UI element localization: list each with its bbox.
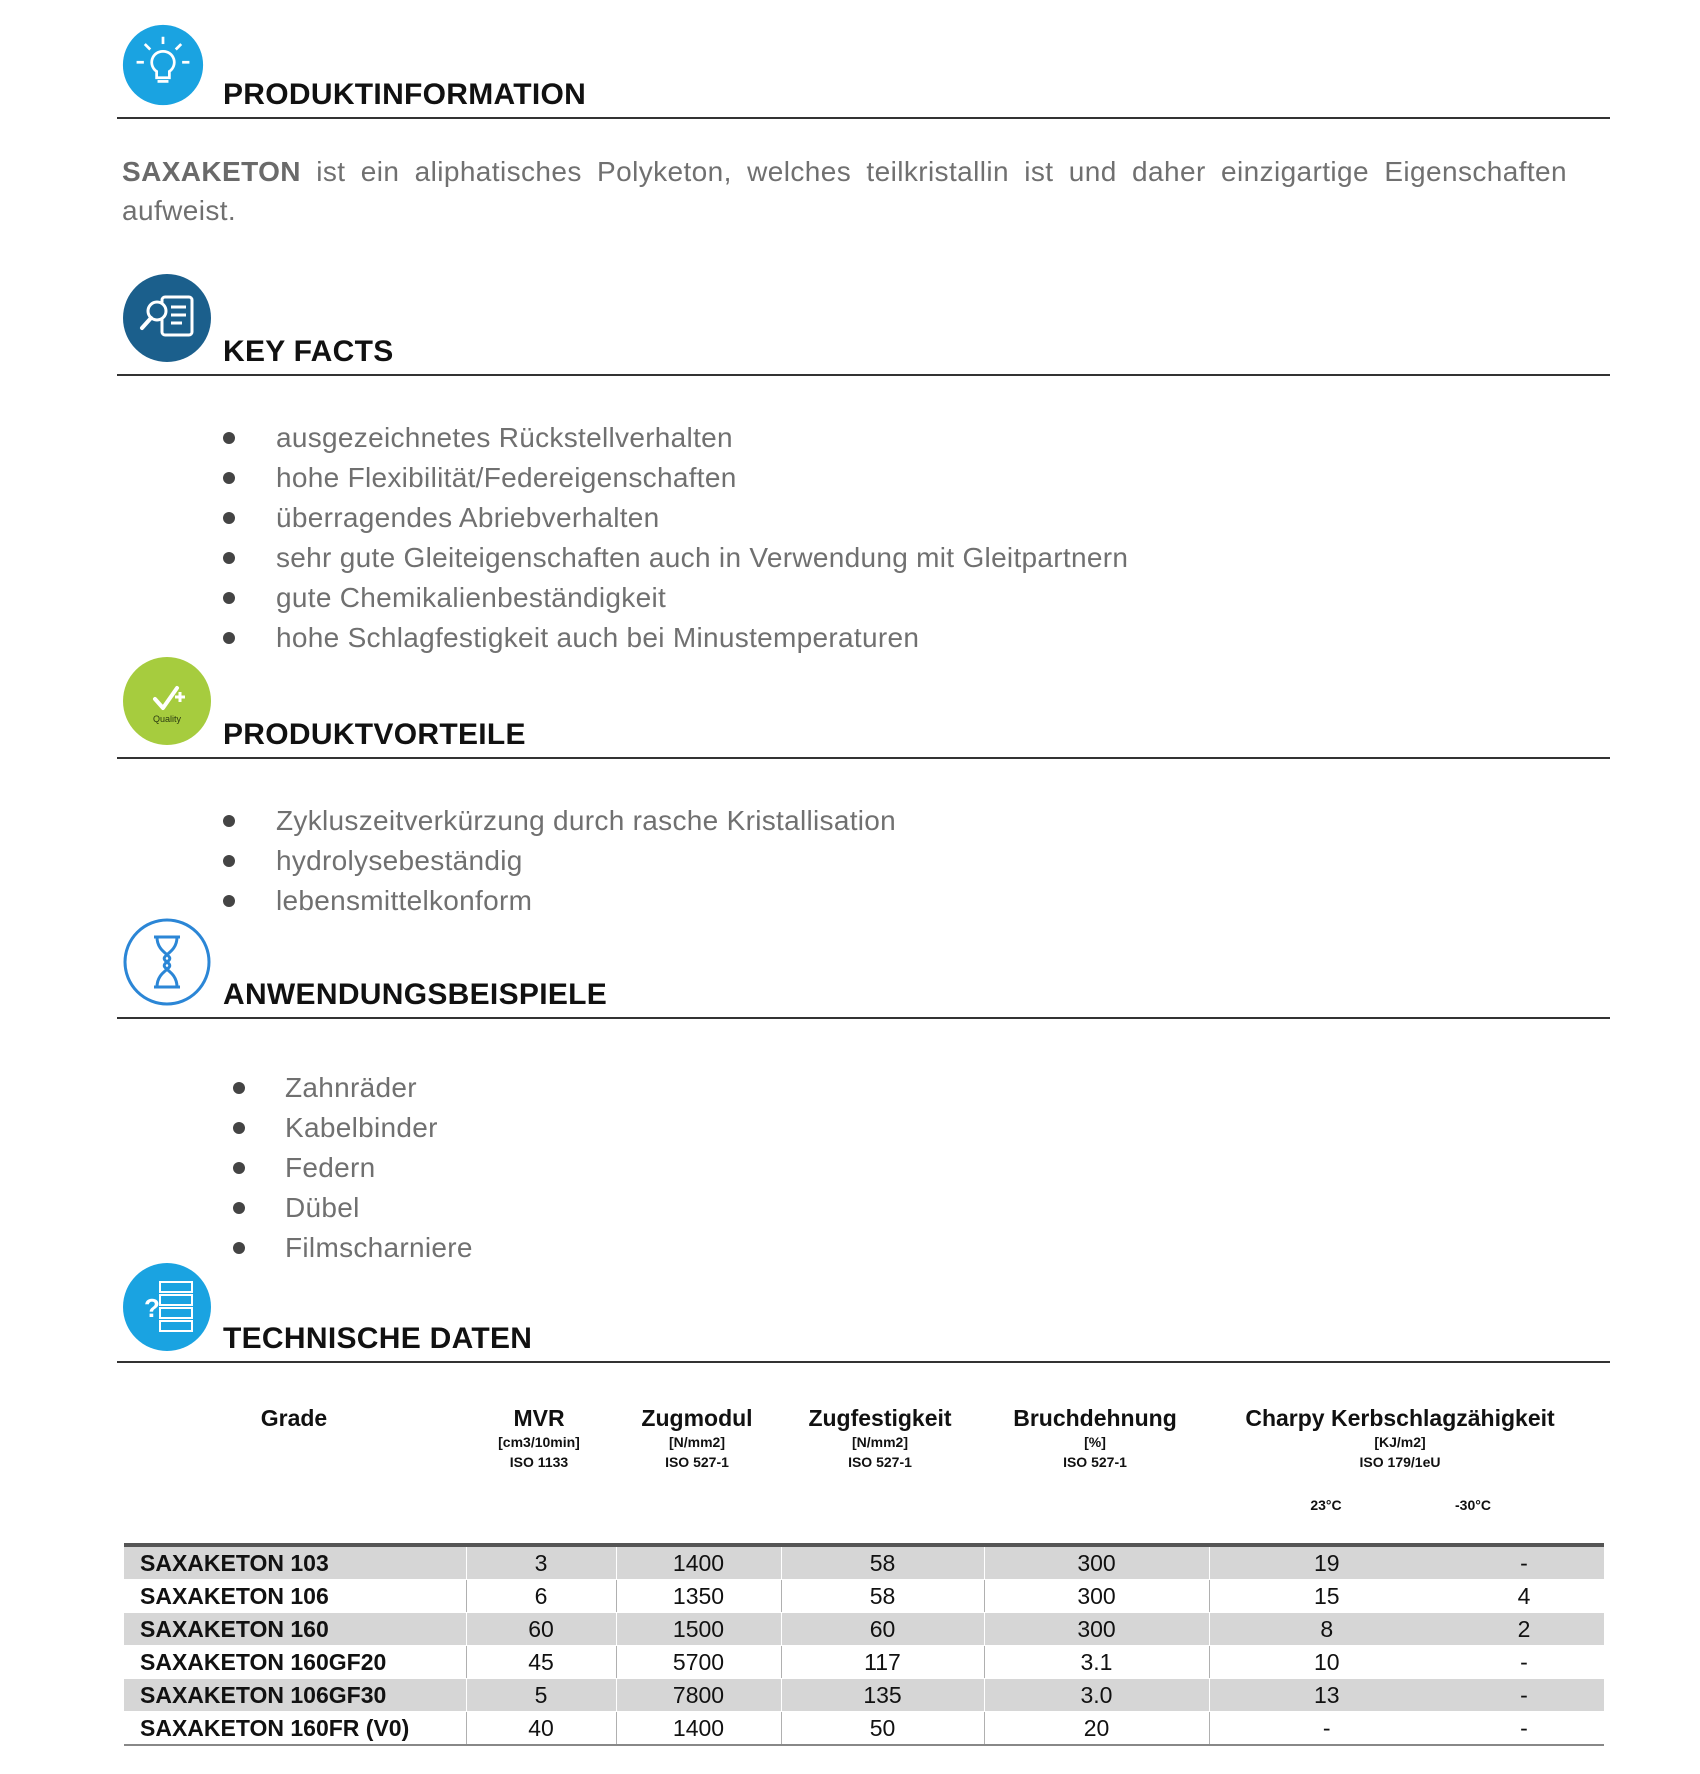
list-item [223, 841, 896, 881]
cell-bruchdehnung: 3.0 [984, 1679, 1209, 1712]
cell-charpy-23c: 13 [1209, 1679, 1444, 1712]
cell-zugfestigkeit: 58 [781, 1580, 984, 1613]
table-row [124, 1646, 1604, 1679]
list-item [233, 1068, 473, 1108]
cell-zugfestigkeit: 50 [781, 1712, 984, 1746]
table-row [124, 1580, 1604, 1613]
svg-text:?: ? [144, 1293, 160, 1323]
section-divider [117, 374, 1610, 376]
cell-charpy-minus30c: - [1444, 1679, 1604, 1712]
cell-mvr: 40 [466, 1712, 616, 1746]
cell-mvr: 6 [466, 1580, 616, 1613]
cell-zugmodul: 7800 [616, 1679, 781, 1712]
header-label: Zugfestigkeit [808, 1405, 952, 1431]
list-item [223, 578, 1128, 618]
header-norm: ISO 527-1 [1063, 1454, 1127, 1470]
intro-text: ist ein aliphatisches Polyketon, welches teilkristallin ist und daher einzigartige Eigenschaften aufweist. [122, 156, 1567, 226]
list-item [223, 538, 1128, 578]
bullet-icon [233, 1242, 245, 1254]
list-item-text: lebensmittelkonform [276, 885, 533, 916]
cell-mvr: 3 [466, 1545, 616, 1580]
table-header-mvr [464, 1404, 614, 1472]
table-row [124, 1613, 1604, 1646]
cell-grade: SAXAKETON 160FR (V0) [124, 1712, 466, 1746]
question-list-icon [122, 1262, 212, 1352]
technical-data-table [124, 1543, 1604, 1746]
header-norm: ISO 1133 [509, 1454, 569, 1470]
anwendungsbeispiele-list [233, 1068, 473, 1268]
document-search-icon [122, 273, 212, 363]
list-item [233, 1148, 473, 1188]
table-header-zugfestigkeit [790, 1404, 970, 1472]
list-item-text: ausgezeichnetes Rückstellverhalten [276, 422, 733, 453]
list-item [233, 1188, 473, 1228]
table-subheader-minus30c: -30°C [1455, 1497, 1491, 1513]
cell-charpy-minus30c: - [1444, 1646, 1604, 1679]
list-item-text: überragendes Abriebverhalten [276, 502, 660, 533]
cell-charpy-minus30c: 2 [1444, 1613, 1604, 1646]
list-item-text: Dübel [285, 1192, 360, 1223]
list-item [223, 618, 1128, 658]
header-label: Bruchdehnung [1013, 1405, 1177, 1431]
table-row [124, 1545, 1604, 1580]
list-item-text: Filmscharniere [285, 1232, 473, 1263]
section-title-produktinformation: PRODUKTINFORMATION [223, 78, 587, 111]
bullet-icon [223, 512, 235, 524]
bullet-icon [233, 1082, 245, 1094]
list-item [223, 418, 1128, 458]
quality-check-icon [122, 656, 212, 746]
table-header-grade [194, 1404, 394, 1432]
bullet-icon [233, 1162, 245, 1174]
lightbulb-icon [122, 24, 204, 106]
bullet-icon [223, 855, 235, 867]
cell-charpy-23c: 15 [1209, 1580, 1444, 1613]
header-norm: ISO 179/1eU [1359, 1454, 1441, 1470]
table-row [124, 1679, 1604, 1712]
brand-name: SAXAKETON [122, 156, 301, 187]
list-item [223, 801, 896, 841]
list-item-text: hydrolysebeständig [276, 845, 523, 876]
keyfacts-list [223, 418, 1128, 658]
cell-grade: SAXAKETON 106GF30 [124, 1679, 466, 1712]
cell-mvr: 5 [466, 1679, 616, 1712]
list-item [223, 458, 1128, 498]
bullet-icon [223, 592, 235, 604]
produktvorteile-list [223, 801, 896, 921]
section-title-anwendungsbeispiele: ANWENDUNGSBEISPIELE [223, 978, 608, 1011]
cell-zugfestigkeit: 58 [781, 1545, 984, 1580]
header-norm: ISO 527-1 [665, 1454, 729, 1470]
intro-paragraph [122, 152, 1567, 230]
list-item [233, 1108, 473, 1148]
cell-charpy-23c: - [1209, 1712, 1444, 1746]
table-row [124, 1712, 1604, 1746]
table-header-charpy [1230, 1404, 1570, 1472]
cell-grade: SAXAKETON 160 [124, 1613, 466, 1646]
list-item [223, 498, 1128, 538]
list-item-text: Zahnräder [285, 1072, 417, 1103]
cell-charpy-minus30c: 4 [1444, 1580, 1604, 1613]
bullet-icon [223, 432, 235, 444]
bullet-icon [233, 1122, 245, 1134]
cell-bruchdehnung: 20 [984, 1712, 1209, 1746]
cell-zugmodul: 1350 [616, 1580, 781, 1613]
cell-charpy-minus30c: - [1444, 1545, 1604, 1580]
svg-text:Quality: Quality [152, 714, 182, 724]
header-label: Zugmodul [641, 1405, 753, 1431]
cell-bruchdehnung: 3.1 [984, 1646, 1209, 1679]
cell-bruchdehnung: 300 [984, 1613, 1209, 1646]
header-unit: [%] [1084, 1434, 1106, 1450]
list-item-text: Zykluszeitverkürzung durch rasche Kristallisation [276, 805, 897, 836]
cell-zugmodul: 1400 [616, 1712, 781, 1746]
bullet-icon [223, 552, 235, 564]
cell-zugmodul: 5700 [616, 1646, 781, 1679]
bullet-icon [223, 815, 235, 827]
bullet-icon [223, 632, 235, 644]
list-item-text: hohe Schlagfestigkeit auch bei Minustemperaturen [276, 622, 920, 653]
bullet-icon [223, 895, 235, 907]
hourglass-icon [122, 917, 212, 1007]
header-unit: [N/mm2] [851, 1434, 908, 1450]
bullet-icon [223, 472, 235, 484]
cell-charpy-23c: 8 [1209, 1613, 1444, 1646]
section-divider [117, 757, 1610, 759]
section-title-technische-daten: TECHNISCHE DATEN [223, 1322, 533, 1355]
table-header-zugmodul [617, 1404, 777, 1472]
cell-charpy-23c: 10 [1209, 1646, 1444, 1679]
cell-bruchdehnung: 300 [984, 1545, 1209, 1580]
section-divider [117, 1017, 1610, 1019]
list-item-text: Kabelbinder [285, 1112, 438, 1143]
section-divider [117, 117, 1610, 119]
table-subheader-23c: 23°C [1310, 1497, 1342, 1513]
bullet-icon [233, 1202, 245, 1214]
section-divider [117, 1361, 1610, 1363]
list-item-text: Federn [285, 1152, 376, 1183]
cell-charpy-23c: 19 [1209, 1545, 1444, 1580]
header-norm: ISO 527-1 [848, 1454, 912, 1470]
header-label: Charpy Kerbschlagzähigkeit [1245, 1405, 1555, 1431]
cell-zugfestigkeit: 60 [781, 1613, 984, 1646]
header-label: Grade [260, 1405, 328, 1431]
cell-bruchdehnung: 300 [984, 1580, 1209, 1613]
list-item [223, 881, 896, 921]
header-label: MVR [513, 1405, 565, 1431]
cell-mvr: 60 [466, 1613, 616, 1646]
list-item-text: gute Chemikalienbeständigkeit [276, 582, 667, 613]
cell-zugmodul: 1500 [616, 1613, 781, 1646]
cell-mvr: 45 [466, 1646, 616, 1679]
header-unit: [N/mm2] [668, 1434, 725, 1450]
cell-zugfestigkeit: 117 [781, 1646, 984, 1679]
list-item-text: sehr gute Gleiteigenschaften auch in Verwendung mit Gleitpartnern [276, 542, 1129, 573]
cell-grade: SAXAKETON 106 [124, 1580, 466, 1613]
cell-zugmodul: 1400 [616, 1545, 781, 1580]
cell-zugfestigkeit: 135 [781, 1679, 984, 1712]
cell-grade: SAXAKETON 160GF20 [124, 1646, 466, 1679]
list-item [233, 1228, 473, 1268]
section-title-produktvorteile: PRODUKTVORTEILE [223, 718, 526, 751]
table-header-bruchdehnung [1000, 1404, 1190, 1472]
section-title-keyfacts: KEY FACTS [223, 335, 394, 368]
header-unit: [KJ/m2] [1374, 1434, 1426, 1450]
cell-charpy-minus30c: - [1444, 1712, 1604, 1746]
cell-grade: SAXAKETON 103 [124, 1545, 466, 1580]
list-item-text: hohe Flexibilität/Federeigenschaften [276, 462, 737, 493]
header-unit: [cm3/10min] [498, 1434, 580, 1450]
